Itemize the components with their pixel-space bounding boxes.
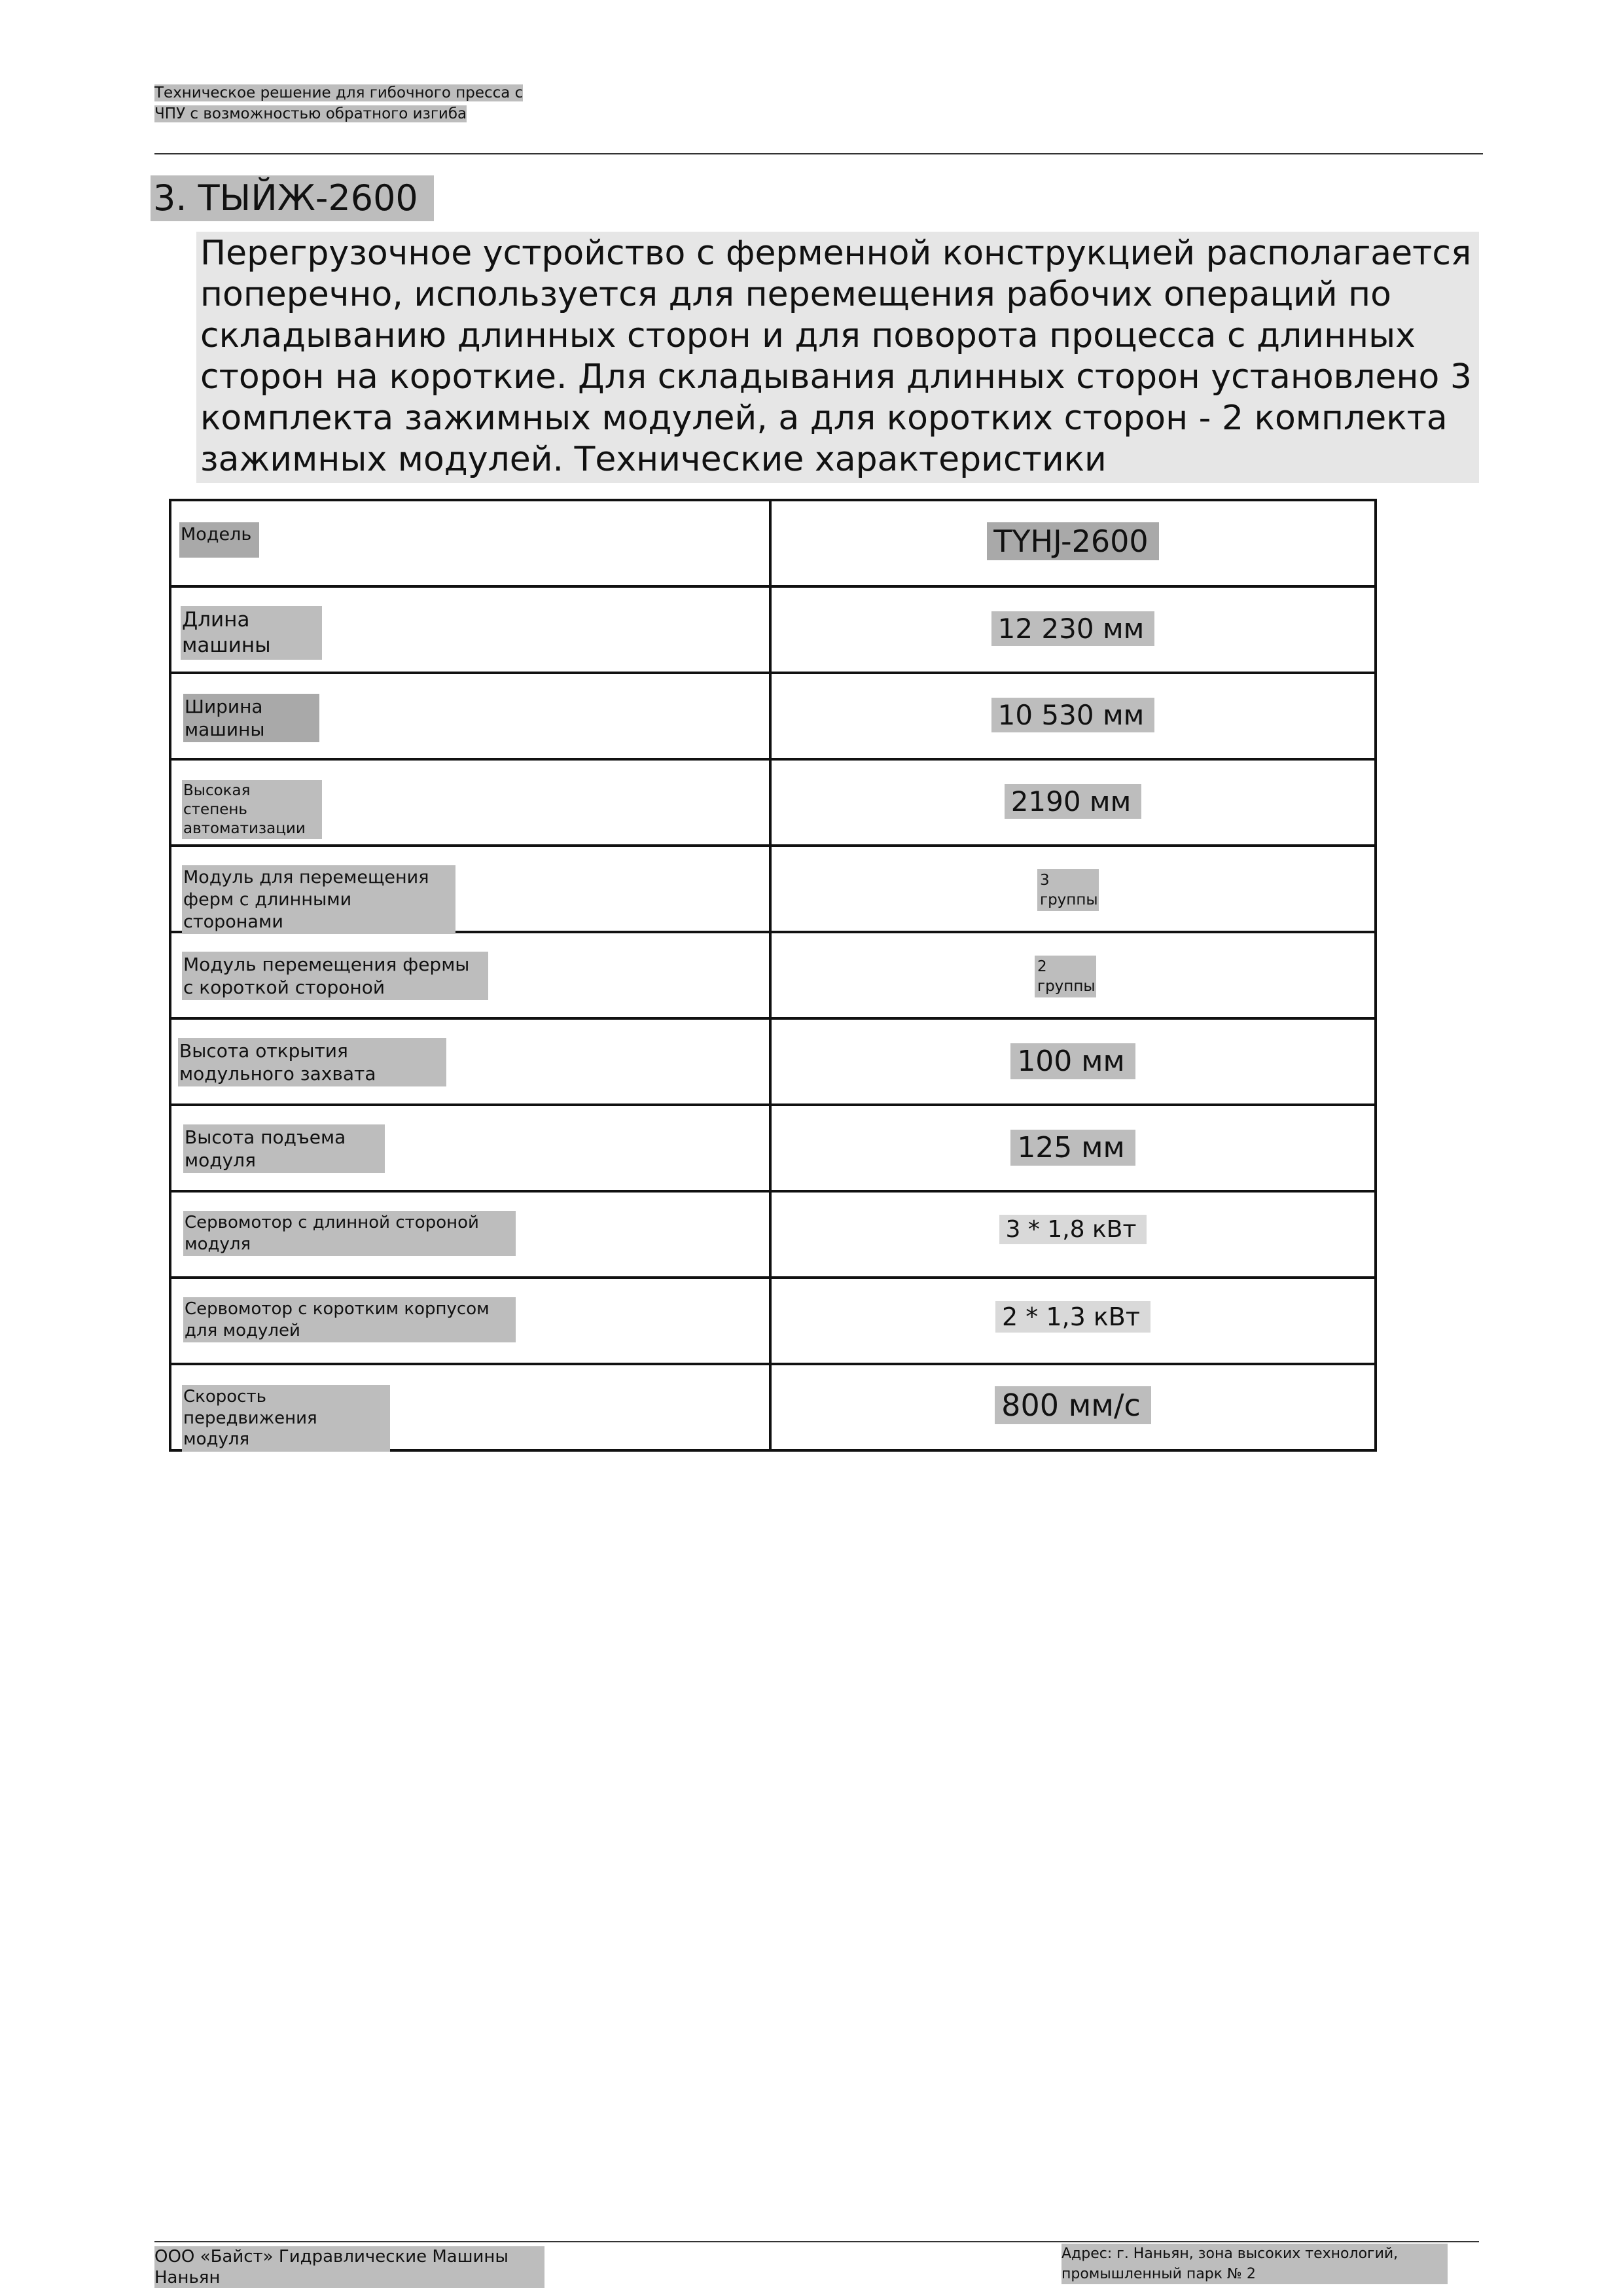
spec-label: Длина машины bbox=[181, 606, 322, 660]
spec-value: TYHJ-2600 bbox=[987, 522, 1158, 560]
spec-value-cell bbox=[770, 1364, 1376, 1450]
spec-value-cell bbox=[770, 932, 1376, 1018]
document-header bbox=[154, 82, 547, 124]
table-row bbox=[170, 1105, 1376, 1191]
spec-value: 2190 мм bbox=[1005, 784, 1142, 819]
spec-label: Ширина машины bbox=[183, 694, 319, 742]
footer-company: ООО «Байст» Гидравлические Машины Наньян bbox=[154, 2246, 544, 2288]
spec-label-cell bbox=[170, 1105, 770, 1191]
spec-label-cell bbox=[170, 846, 770, 932]
table-row bbox=[170, 846, 1376, 932]
spec-value: 3 * 1,8 кВт bbox=[999, 1215, 1147, 1244]
table-row bbox=[170, 1278, 1376, 1364]
spec-value-cell bbox=[770, 500, 1376, 586]
table-row bbox=[170, 586, 1376, 673]
spec-label-cell bbox=[170, 1018, 770, 1105]
spec-label-cell bbox=[170, 586, 770, 673]
header-title-line2: ЧПУ с возможностью обратного изгиба bbox=[154, 105, 467, 122]
spec-value-cell bbox=[770, 1105, 1376, 1191]
spec-label: Модуль перемещения фермы с короткой стороной bbox=[182, 952, 488, 1000]
footer-address: Адрес: г. Наньян, зона высоких технологий, промышленный парк № 2 bbox=[1061, 2244, 1448, 2284]
spec-value-cell bbox=[770, 1278, 1376, 1364]
spec-label-cell bbox=[170, 932, 770, 1018]
footer-divider bbox=[154, 2241, 1479, 2242]
spec-label: Модуль для перемещения ферм с длинными сторонами bbox=[182, 865, 455, 934]
spec-label-cell bbox=[170, 1278, 770, 1364]
spec-label-cell bbox=[170, 673, 770, 759]
section-title: 3. ТЫЙЖ-2600 bbox=[151, 175, 434, 221]
spec-value-cell bbox=[770, 1018, 1376, 1105]
spec-value: 12 230 мм bbox=[991, 611, 1155, 646]
table-row bbox=[170, 1191, 1376, 1278]
spec-value-cell bbox=[770, 846, 1376, 932]
spec-value: 125 мм bbox=[1010, 1130, 1135, 1166]
spec-label: Модель bbox=[179, 522, 259, 558]
spec-value-cell bbox=[770, 759, 1376, 846]
spec-label-cell bbox=[170, 1364, 770, 1450]
table-row bbox=[170, 1364, 1376, 1450]
spec-value: 3 группы bbox=[1037, 869, 1099, 911]
table-row bbox=[170, 759, 1376, 846]
spec-value: 800 мм/с bbox=[995, 1386, 1151, 1424]
spec-label-cell bbox=[170, 500, 770, 586]
spec-label-cell bbox=[170, 1191, 770, 1278]
spec-label: Высота подъема модуля bbox=[183, 1124, 385, 1173]
header-divider bbox=[154, 153, 1483, 154]
spec-label: Сервомотор с коротким корпусом для модулей bbox=[183, 1297, 516, 1342]
spec-value-cell bbox=[770, 1191, 1376, 1278]
spec-value: 2 группы bbox=[1035, 956, 1096, 997]
table-row bbox=[170, 1018, 1376, 1105]
header-title-line1: Техническое решение для гибочного пресса с bbox=[154, 84, 524, 101]
spec-label: Высота открытия модульного захвата bbox=[178, 1038, 446, 1086]
spec-label: Сервомотор с длинной стороной модуля bbox=[183, 1211, 516, 1256]
spec-value-cell bbox=[770, 586, 1376, 673]
table-row bbox=[170, 932, 1376, 1018]
specifications-table bbox=[169, 499, 1377, 1452]
spec-value-cell bbox=[770, 673, 1376, 759]
spec-label-cell bbox=[170, 759, 770, 846]
spec-label: Высокая степень автоматизации bbox=[182, 780, 322, 839]
table-row bbox=[170, 673, 1376, 759]
spec-value: 2 * 1,3 кВт bbox=[995, 1301, 1150, 1333]
section-intro-paragraph: Перегрузочное устройство с ферменной конструкцией располагается поперечно, используется для перемещения рабочих операций по складыванию длинных сторон и для поворота процесса с длинных сторон на короткие. Для складывания длинных сторон установлено 3 комплекта зажимных модулей, а для коротких сторон - 2 комплекта зажимных модулей. Технические характеристики bbox=[196, 232, 1479, 483]
spec-label: Скорость передвижения модуля bbox=[182, 1385, 390, 1452]
table-row bbox=[170, 500, 1376, 586]
spec-value: 10 530 мм bbox=[991, 698, 1155, 732]
spec-value: 100 мм bbox=[1010, 1043, 1135, 1079]
